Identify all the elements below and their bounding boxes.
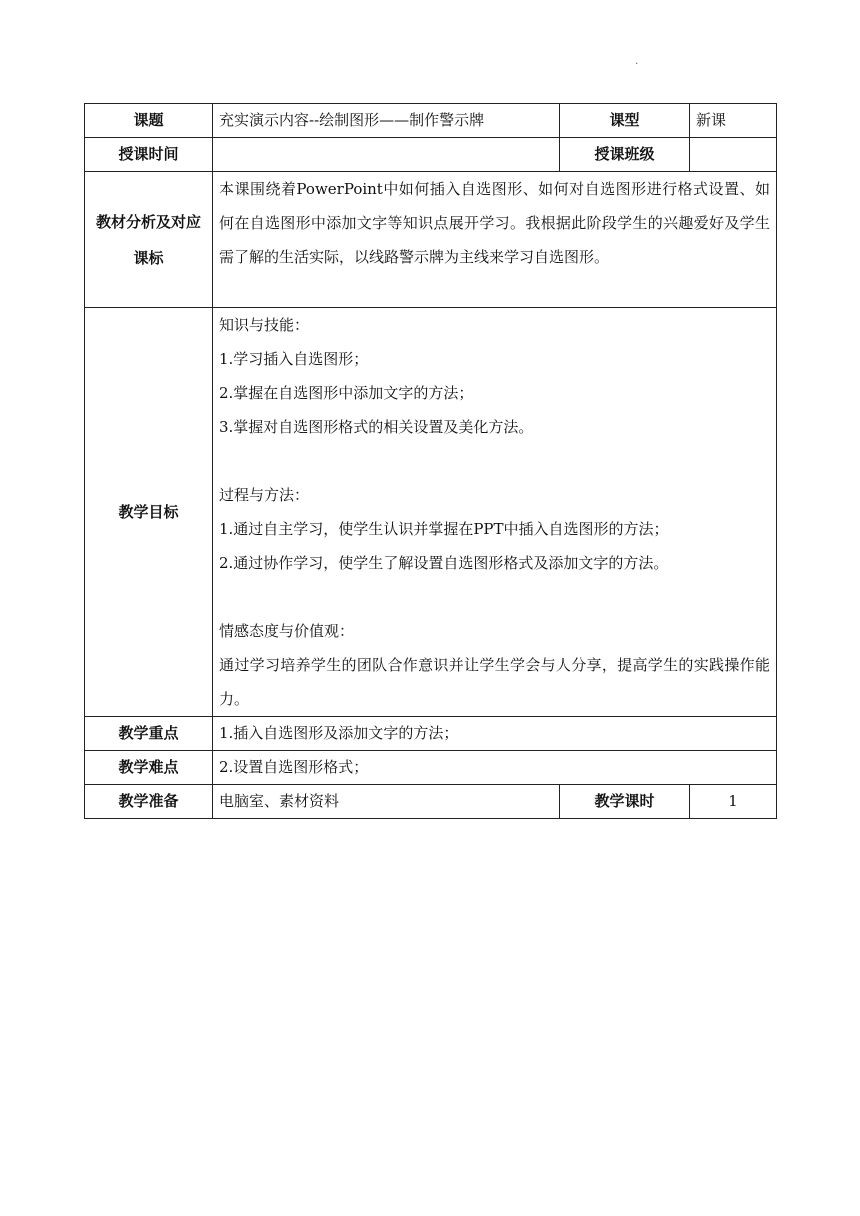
topic-label: 课题 bbox=[85, 104, 213, 138]
table-row-time bbox=[85, 138, 777, 172]
goals-section2-item-1: 1.通过自主学习，使学生认识并掌握在PPT中插入自选图形的方法； bbox=[219, 520, 669, 538]
key-points-label: 教学重点 bbox=[85, 717, 213, 751]
goals-label: 教学目标 bbox=[85, 308, 213, 717]
analysis-label bbox=[85, 172, 213, 308]
analysis-label-text: 教材分析及对应课标 bbox=[95, 212, 201, 267]
topic-value: 充实演示内容--绘制图形——制作警示牌 bbox=[213, 104, 560, 138]
analysis-value bbox=[213, 172, 777, 308]
table-row-goals bbox=[85, 308, 777, 717]
lesson-plan-table bbox=[84, 103, 777, 819]
goals-section1-item-1: 1.学习插入自选图形； bbox=[219, 350, 369, 368]
preparation-value: 电脑室、素材资料 bbox=[213, 785, 560, 819]
class-hours-label: 教学课时 bbox=[560, 785, 690, 819]
lesson-type-label: 课型 bbox=[560, 104, 690, 138]
teaching-time-label: 授课时间 bbox=[85, 138, 213, 172]
difficulties-value: 2.设置自选图形格式； bbox=[213, 751, 777, 785]
teaching-class-label: 授课班级 bbox=[560, 138, 690, 172]
table-row-analysis bbox=[85, 172, 777, 308]
page-mark: . bbox=[635, 56, 639, 67]
difficulties-label: 教学难点 bbox=[85, 751, 213, 785]
table-row-topic bbox=[85, 104, 777, 138]
goals-section3-text: 通过学习培养学生的团队合作意识并让学生学会与人分享，提高学生的实践操作能力。 bbox=[219, 656, 770, 708]
lesson-type-value: 新课 bbox=[690, 104, 777, 138]
goals-section1-title: 知识与技能： bbox=[219, 316, 310, 334]
table-row-preparation bbox=[85, 785, 777, 819]
table-row-difficulties bbox=[85, 751, 777, 785]
teaching-time-value bbox=[213, 138, 560, 172]
goals-section2-item-2: 2.通过协作学习，使学生了解设置自选图形格式及添加文字的方法。 bbox=[219, 554, 669, 572]
goals-value bbox=[213, 308, 777, 717]
goals-section1-item-2: 2.掌握在自选图形中添加文字的方法； bbox=[219, 384, 474, 402]
goals-section2-title: 过程与方法： bbox=[219, 486, 310, 504]
key-points-value: 1.插入自选图形及添加文字的方法； bbox=[213, 717, 777, 751]
analysis-text: 本课围绕着PowerPoint中如何插入自选图形、如何对自选图形进行格式设置、如何在自选图形中添加文字等知识点展开学习。我根据此阶段学生的兴趣爱好及学生需了解的生活实际，以线路警示牌为主线来学习自选图形。 bbox=[219, 180, 770, 266]
goals-section1-item-3: 3.掌握对自选图形格式的相关设置及美化方法。 bbox=[219, 418, 534, 436]
goals-spacer-1 bbox=[219, 444, 770, 478]
goals-spacer-2 bbox=[219, 580, 770, 614]
table-row-key-points bbox=[85, 717, 777, 751]
preparation-label: 教学准备 bbox=[85, 785, 213, 819]
goals-section3-title: 情感态度与价值观： bbox=[219, 622, 355, 640]
teaching-class-value bbox=[690, 138, 777, 172]
class-hours-value: 1 bbox=[690, 785, 777, 819]
